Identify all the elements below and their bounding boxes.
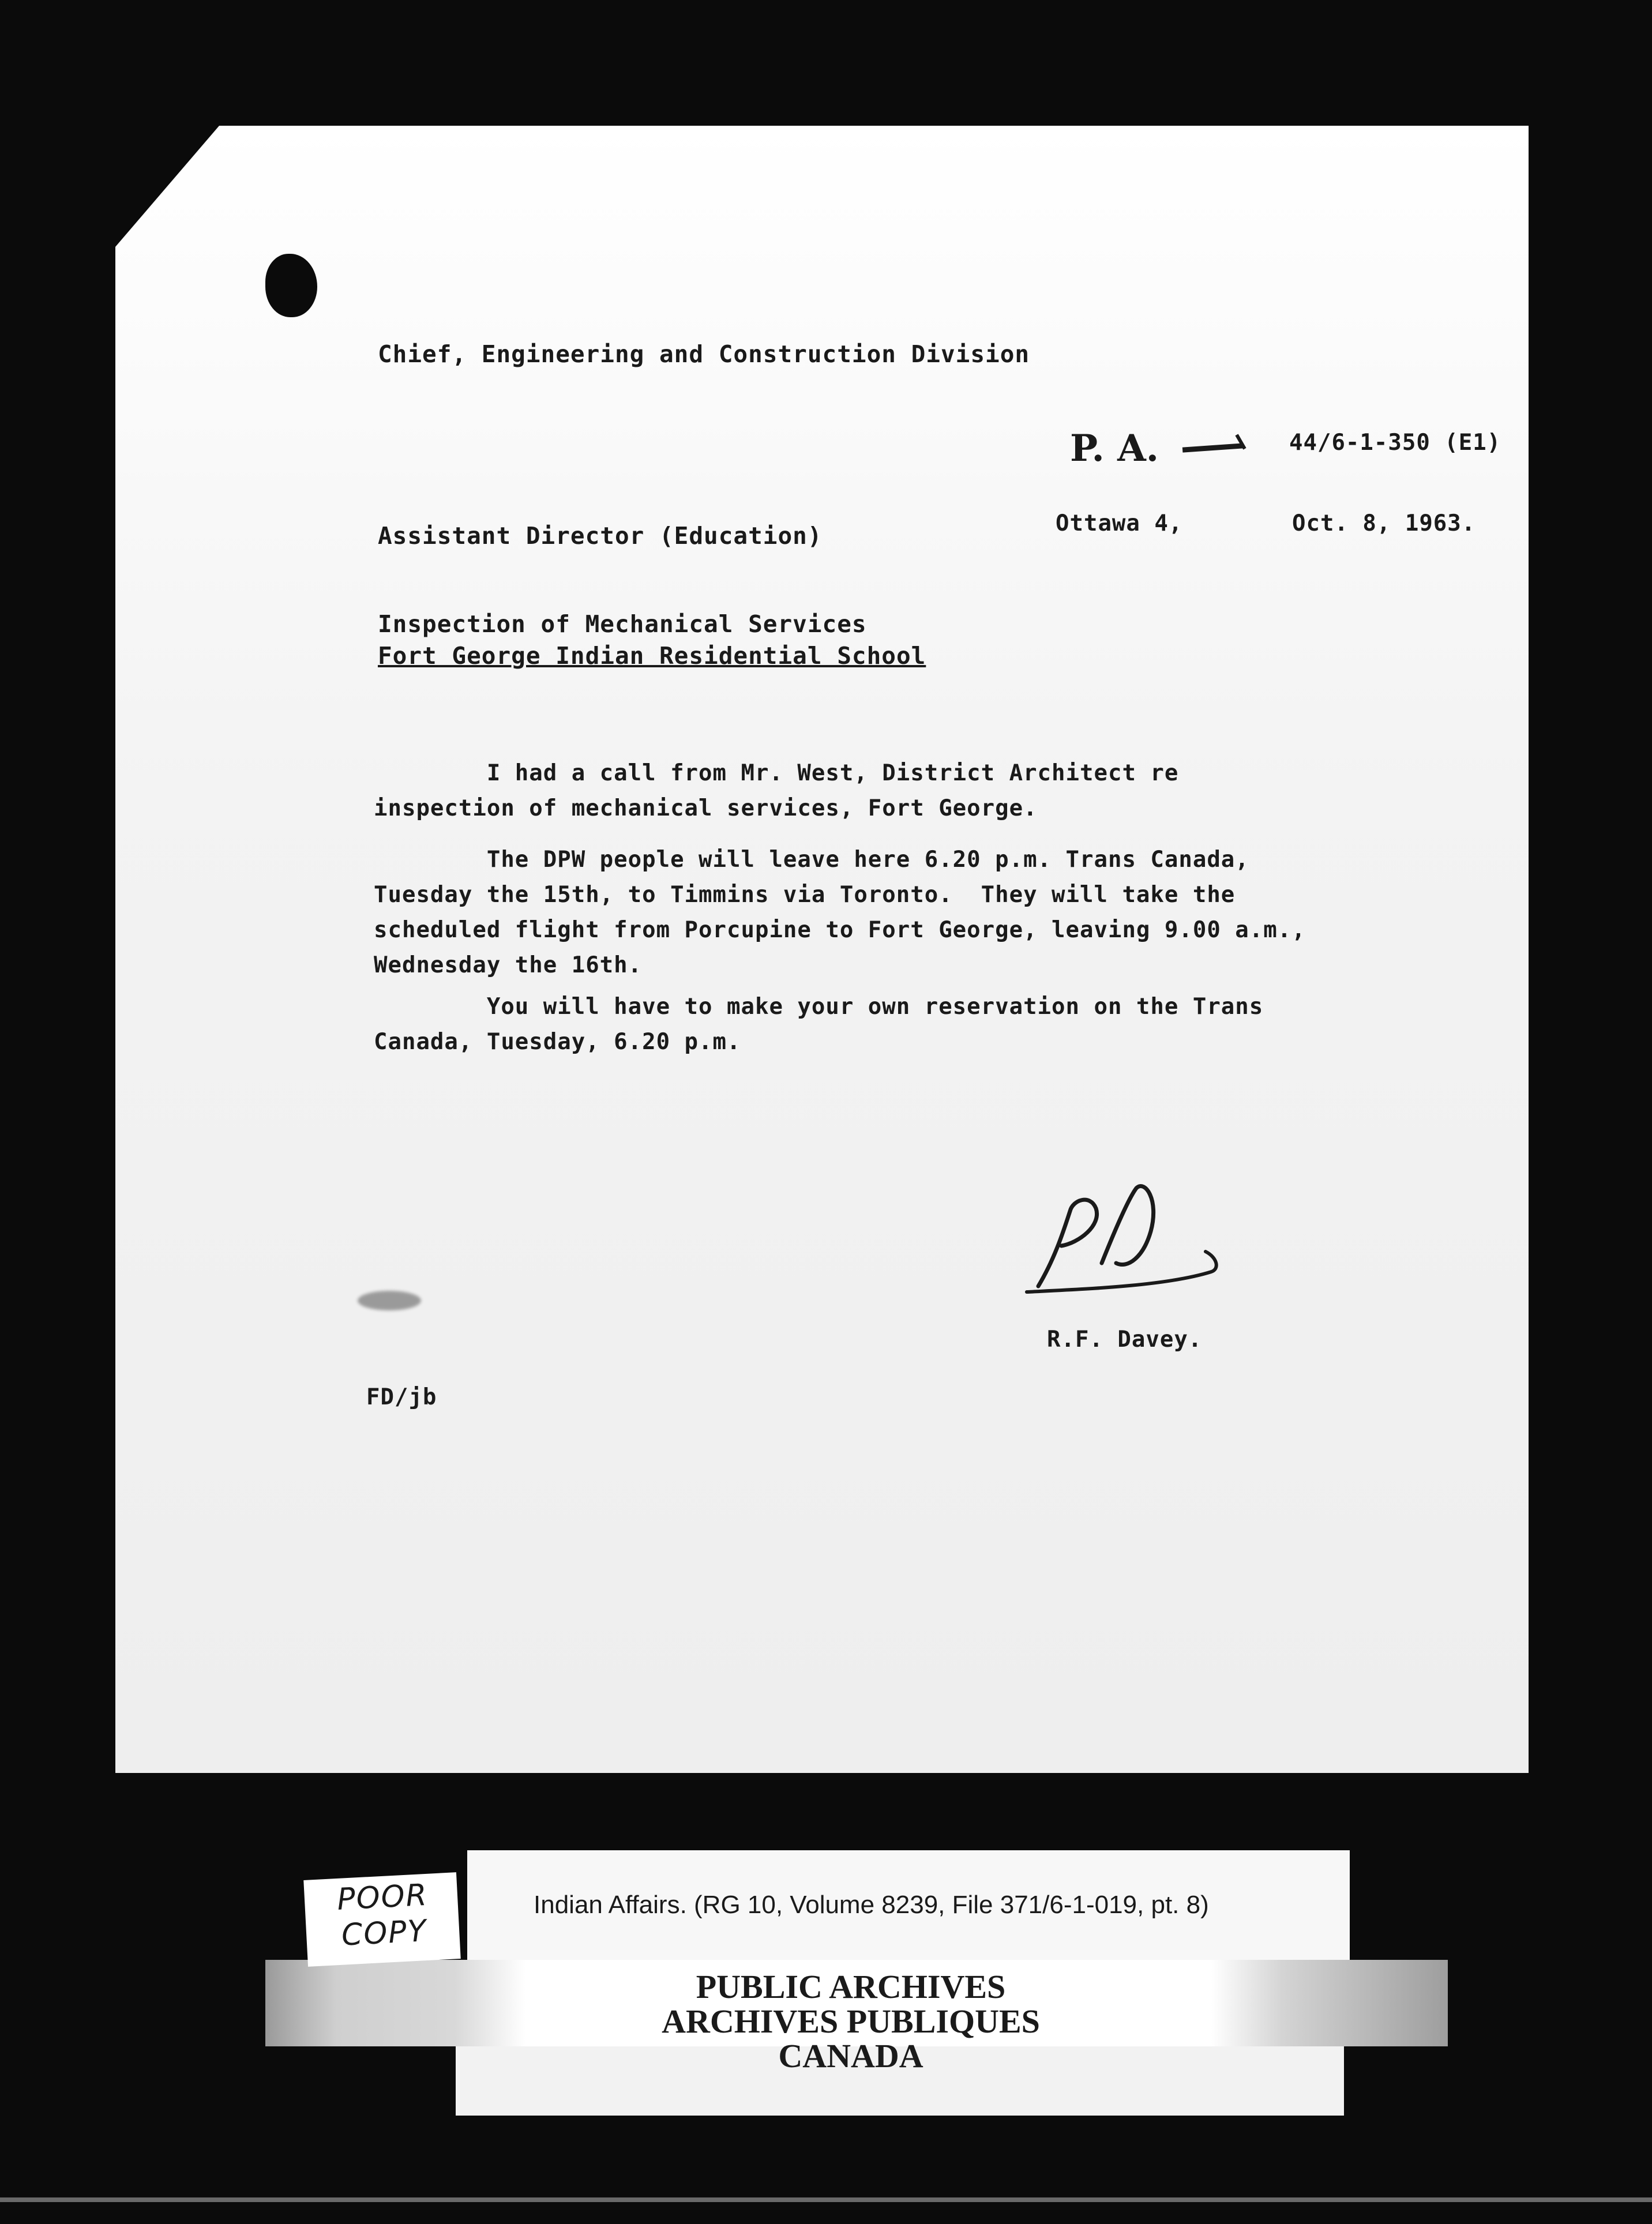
poor-copy-note: POOR COPY [336,1877,429,1953]
date-line: Oct. 8, 1963. [1292,510,1476,536]
signatory-name: R.F. Davey. [1047,1327,1203,1353]
handwritten-signature [1015,1177,1234,1303]
archive-citation: Indian Affairs. (RG 10, Volume 8239, File 371/6-1-019, pt. 8) [534,1891,1209,1919]
typist-initials: FD/jb [366,1384,437,1410]
paragraph-2: The DPW people will leave here 6.20 p.m. Trans Canada, Tuesday the 15th, to Timmins via Toronto. They will take the scheduled flight from Porcupine to Fort George, leaving 9.00 a.m., Wednesday the 16th. [374,847,1306,978]
sender-line: Assistant Director (Education) [378,522,823,550]
pa-stamp: P. A. [1070,427,1159,470]
paragraph-1: I had a call from Mr. West, District Architect re inspection of mechanical services, Fort George. [374,760,1179,821]
punch-hole [265,254,317,317]
subject-line-2: Fort George Indian Residential School [378,642,926,670]
place-line: Ottawa 4, [1056,510,1183,536]
recipient-line: Chief, Engineering and Construction Division [378,340,1030,368]
paragraph-3: You will have to make your own reservation on the Trans Canada, Tuesday, 6.20 p.m. [374,994,1264,1055]
archive-stamp [577,1970,1125,2073]
film-edge [0,2197,1652,2202]
subject-line-1: Inspection of Mechanical Services [378,610,867,638]
archive-line-3: CANADA [778,2037,923,2075]
ink-smudge [358,1291,421,1310]
poor-copy-card [303,1872,460,1967]
archive-line-1: PUBLIC ARCHIVES [696,1968,1006,2005]
file-reference: 44/6-1-350 (E1) [1289,430,1501,456]
archive-line-2: ARCHIVES PUBLIQUES [662,2003,1040,2040]
